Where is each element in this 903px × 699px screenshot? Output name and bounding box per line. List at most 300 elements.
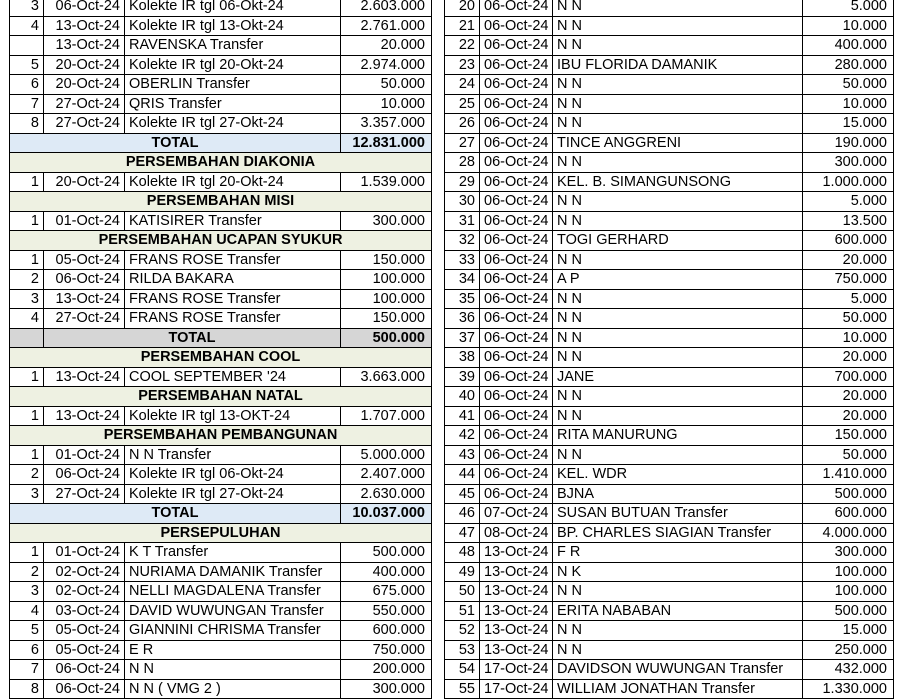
description-cell[interactable]: N N: [553, 114, 803, 134]
section-title[interactable]: PERSEMBAHAN DIAKONIA: [10, 153, 432, 173]
amount-cell[interactable]: 5.000: [803, 289, 894, 309]
row-number-cell[interactable]: 3: [10, 289, 44, 309]
total-amount[interactable]: 10.037.000: [341, 504, 432, 524]
date-cell[interactable]: 13-Oct-24: [44, 406, 125, 426]
description-cell[interactable]: K T Transfer: [125, 543, 341, 563]
table-row: [10, 270, 432, 290]
amount-cell[interactable]: 20.000: [803, 406, 894, 426]
date-cell[interactable]: 06-Oct-24: [480, 250, 553, 270]
description-cell[interactable]: A P: [553, 270, 803, 290]
date-cell[interactable]: 13-Oct-24: [44, 367, 125, 387]
date-cell[interactable]: 13-Oct-24: [480, 582, 553, 602]
table-row: [445, 289, 894, 309]
amount-cell[interactable]: 432.000: [803, 660, 894, 680]
date-cell[interactable]: 06-Oct-24: [480, 114, 553, 134]
date-cell[interactable]: 01-Oct-24: [44, 543, 125, 563]
description-cell[interactable]: N N: [553, 153, 803, 173]
section-header-row: [10, 153, 432, 173]
row-number-cell[interactable]: 30: [445, 192, 480, 212]
description-cell[interactable]: N N: [553, 582, 803, 602]
date-cell[interactable]: 06-Oct-24: [480, 153, 553, 173]
total-row: [10, 328, 432, 348]
amount-cell[interactable]: 500.000: [341, 543, 432, 563]
table-row: [445, 562, 894, 582]
amount-cell[interactable]: 100.000: [341, 289, 432, 309]
table-row: [10, 16, 432, 36]
row-number-cell[interactable]: 29: [445, 172, 480, 192]
date-cell[interactable]: 06-Oct-24: [480, 445, 553, 465]
amount-cell[interactable]: 3.357.000: [341, 114, 432, 134]
row-number-cell[interactable]: 51: [445, 601, 480, 621]
date-cell[interactable]: 06-Oct-24: [480, 406, 553, 426]
date-cell[interactable]: 06-Oct-24: [44, 679, 125, 699]
date-cell[interactable]: 27-Oct-24: [44, 484, 125, 504]
row-number-cell[interactable]: 46: [445, 504, 480, 524]
amount-cell[interactable]: 5.000.000: [341, 445, 432, 465]
amount-cell[interactable]: 150.000: [341, 309, 432, 329]
table-row: [10, 36, 432, 56]
date-cell[interactable]: 13-Oct-24: [44, 36, 125, 56]
amount-cell[interactable]: 2.407.000: [341, 465, 432, 485]
row-number-cell[interactable]: 34: [445, 270, 480, 290]
date-cell[interactable]: 06-Oct-24: [480, 192, 553, 212]
date-cell[interactable]: 06-Oct-24: [480, 94, 553, 114]
row-number-cell[interactable]: 33: [445, 250, 480, 270]
amount-cell[interactable]: 550.000: [341, 601, 432, 621]
description-cell[interactable]: Kolekte IR tgl 20-Okt-24: [125, 172, 341, 192]
description-cell[interactable]: TINCE ANGGRENI: [553, 133, 803, 153]
row-number-cell[interactable]: 47: [445, 523, 480, 543]
table-row: [10, 601, 432, 621]
row-number-cell[interactable]: 3: [10, 0, 44, 16]
description-cell[interactable]: QRIS Transfer: [125, 94, 341, 114]
row-number-cell[interactable]: 1: [10, 367, 44, 387]
row-number-cell[interactable]: 1: [10, 172, 44, 192]
table-row: [445, 16, 894, 36]
date-cell[interactable]: 06-Oct-24: [480, 231, 553, 251]
date-cell[interactable]: 27-Oct-24: [44, 309, 125, 329]
description-cell[interactable]: SUSAN BUTUAN Transfer: [553, 504, 803, 524]
description-cell[interactable]: ERITA NABABAN: [553, 601, 803, 621]
total-amount[interactable]: 12.831.000: [341, 133, 432, 153]
amount-cell[interactable]: 190.000: [803, 133, 894, 153]
amount-cell[interactable]: 250.000: [803, 640, 894, 660]
row-number-cell[interactable]: 26: [445, 114, 480, 134]
row-number-cell[interactable]: 2: [10, 270, 44, 290]
date-cell[interactable]: 06-Oct-24: [480, 348, 553, 368]
description-cell[interactable]: N N Transfer: [125, 445, 341, 465]
amount-cell[interactable]: 50.000: [803, 445, 894, 465]
amount-cell[interactable]: 2.761.000: [341, 16, 432, 36]
amount-cell[interactable]: 1.000.000: [803, 172, 894, 192]
date-cell[interactable]: 13-Oct-24: [480, 601, 553, 621]
description-cell[interactable]: FRANS ROSE Transfer: [125, 250, 341, 270]
description-cell[interactable]: NELLI MAGDALENA Transfer: [125, 582, 341, 602]
amount-cell[interactable]: 2.603.000: [341, 0, 432, 16]
description-cell[interactable]: N N: [553, 309, 803, 329]
date-cell[interactable]: 13-Oct-24: [480, 640, 553, 660]
table-row: [445, 250, 894, 270]
row-number-cell[interactable]: 3: [10, 582, 44, 602]
description-cell[interactable]: RILDA BAKARA: [125, 270, 341, 290]
amount-cell[interactable]: 5.000: [803, 192, 894, 212]
amount-cell[interactable]: 300.000: [803, 153, 894, 173]
amount-cell[interactable]: 10.000: [803, 94, 894, 114]
section-title[interactable]: PERSEMBAHAN UCAPAN SYUKUR: [10, 231, 432, 251]
table-row: [445, 426, 894, 446]
section-title[interactable]: PERSEMBAHAN NATAL: [10, 387, 432, 407]
amount-cell[interactable]: 750.000: [341, 640, 432, 660]
description-cell[interactable]: N N: [553, 0, 803, 16]
amount-cell[interactable]: 100.000: [803, 562, 894, 582]
description-cell[interactable]: Kolekte IR tgl 20-Okt-24: [125, 55, 341, 75]
section-title[interactable]: PERSEMBAHAN COOL: [10, 348, 432, 368]
amount-cell[interactable]: 400.000: [341, 562, 432, 582]
row-number-cell[interactable]: 39: [445, 367, 480, 387]
description-cell[interactable]: KATISIRER Transfer: [125, 211, 341, 231]
amount-cell[interactable]: 3.663.000: [341, 367, 432, 387]
description-cell[interactable]: JANE: [553, 367, 803, 387]
row-number-cell[interactable]: 54: [445, 660, 480, 680]
description-cell[interactable]: BP. CHARLES SIAGIAN Transfer: [553, 523, 803, 543]
row-number-cell[interactable]: 5: [10, 55, 44, 75]
section-title[interactable]: PERSEMBAHAN MISI: [10, 192, 432, 212]
table-row: [10, 211, 432, 231]
amount-cell[interactable]: 150.000: [341, 250, 432, 270]
description-cell[interactable]: N N: [553, 387, 803, 407]
date-cell[interactable]: 06-Oct-24: [480, 367, 553, 387]
date-cell[interactable]: 13-Oct-24: [44, 16, 125, 36]
date-cell[interactable]: 06-Oct-24: [480, 426, 553, 446]
amount-cell[interactable]: 20.000: [803, 250, 894, 270]
date-cell[interactable]: 06-Oct-24: [480, 289, 553, 309]
section-title[interactable]: PERSEMBAHAN PEMBANGUNAN: [10, 426, 432, 446]
table-row: [10, 679, 432, 699]
row-number-cell[interactable]: 7: [10, 660, 44, 680]
description-cell[interactable]: N N: [553, 289, 803, 309]
description-cell[interactable]: TOGI GERHARD: [553, 231, 803, 251]
table-row: [445, 367, 894, 387]
description-cell[interactable]: N N: [553, 211, 803, 231]
date-cell[interactable]: 06-Oct-24: [480, 328, 553, 348]
row-number-cell[interactable]: 28: [445, 153, 480, 173]
row-number-cell[interactable]: 38: [445, 348, 480, 368]
table-row: [445, 172, 894, 192]
description-cell[interactable]: N N: [553, 445, 803, 465]
row-number-cell[interactable]: 6: [10, 640, 44, 660]
description-cell[interactable]: BJNA: [553, 484, 803, 504]
date-cell[interactable]: 13-Oct-24: [480, 543, 553, 563]
amount-cell[interactable]: 300.000: [341, 679, 432, 699]
row-number-cell[interactable]: 8: [10, 114, 44, 134]
table-row: [10, 75, 432, 95]
description-cell[interactable]: RAVENSKA Transfer: [125, 36, 341, 56]
row-number-cell[interactable]: 25: [445, 94, 480, 114]
amount-cell[interactable]: 4.000.000: [803, 523, 894, 543]
date-cell[interactable]: 17-Oct-24: [480, 679, 553, 699]
row-number-cell[interactable]: 1: [10, 406, 44, 426]
date-cell[interactable]: 13-Oct-24: [44, 289, 125, 309]
table-row: [445, 387, 894, 407]
description-cell[interactable]: Kolekte IR tgl 06-Okt-24: [125, 465, 341, 485]
description-cell[interactable]: KEL. B. SIMANGUNSONG: [553, 172, 803, 192]
amount-cell[interactable]: 600.000: [803, 231, 894, 251]
amount-cell[interactable]: 50.000: [803, 75, 894, 95]
table-row: [445, 465, 894, 485]
total-label[interactable]: TOTAL: [10, 504, 341, 524]
row-number-cell[interactable]: 1: [10, 211, 44, 231]
table-row: [10, 309, 432, 329]
date-cell[interactable]: 06-Oct-24: [480, 133, 553, 153]
amount-cell[interactable]: 2.630.000: [341, 484, 432, 504]
date-cell[interactable]: 13-Oct-24: [480, 621, 553, 641]
date-cell[interactable]: 27-Oct-24: [44, 114, 125, 134]
date-cell[interactable]: 01-Oct-24: [44, 211, 125, 231]
row-number-cell[interactable]: 23: [445, 55, 480, 75]
row-number-cell[interactable]: 1: [10, 543, 44, 563]
row-number-cell[interactable]: 43: [445, 445, 480, 465]
row-number-cell[interactable]: 52: [445, 621, 480, 641]
date-cell[interactable]: 06-Oct-24: [480, 309, 553, 329]
amount-cell[interactable]: 20.000: [341, 36, 432, 56]
date-cell[interactable]: 06-Oct-24: [480, 75, 553, 95]
description-cell[interactable]: Kolekte IR tgl 13-Okt-24: [125, 16, 341, 36]
amount-cell[interactable]: 300.000: [803, 543, 894, 563]
table-row: [10, 543, 432, 563]
row-number-cell[interactable]: 7: [10, 94, 44, 114]
row-number-cell[interactable]: 27: [445, 133, 480, 153]
description-cell[interactable]: N N: [553, 621, 803, 641]
table-row: [445, 640, 894, 660]
amount-cell[interactable]: 600.000: [341, 621, 432, 641]
description-cell[interactable]: N N: [553, 640, 803, 660]
date-cell[interactable]: 20-Oct-24: [44, 75, 125, 95]
total-amount[interactable]: 500.000: [341, 328, 432, 348]
date-cell[interactable]: 06-Oct-24: [44, 660, 125, 680]
total-label[interactable]: TOTAL: [44, 328, 341, 348]
description-cell[interactable]: DAVIDSON WUWUNGAN Transfer: [553, 660, 803, 680]
row-number-cell[interactable]: 35: [445, 289, 480, 309]
row-number-cell[interactable]: 32: [445, 231, 480, 251]
row-number-cell[interactable]: 41: [445, 406, 480, 426]
table-row: [10, 660, 432, 680]
date-cell[interactable]: 06-Oct-24: [44, 465, 125, 485]
description-cell[interactable]: NURIAMA DAMANIK Transfer: [125, 562, 341, 582]
description-cell[interactable]: N N: [553, 192, 803, 212]
amount-cell[interactable]: 675.000: [341, 582, 432, 602]
row-number-cell[interactable]: 48: [445, 543, 480, 563]
description-cell[interactable]: WILLIAM JONATHAN Transfer: [553, 679, 803, 699]
row-number-cell[interactable]: 2: [10, 465, 44, 485]
table-row: [445, 582, 894, 602]
row-number-cell[interactable]: 36: [445, 309, 480, 329]
amount-cell[interactable]: 500.000: [803, 601, 894, 621]
row-number-cell[interactable]: 49: [445, 562, 480, 582]
description-cell[interactable]: KEL. WDR: [553, 465, 803, 485]
amount-cell[interactable]: 300.000: [341, 211, 432, 231]
row-number-cell[interactable]: 6: [10, 75, 44, 95]
description-cell[interactable]: Kolekte IR tgl 06-Okt-24: [125, 0, 341, 16]
row-number-cell[interactable]: [10, 36, 44, 56]
description-cell[interactable]: RITA MANURUNG: [553, 426, 803, 446]
description-cell[interactable]: DAVID WUWUNGAN Transfer: [125, 601, 341, 621]
date-cell[interactable]: 20-Oct-24: [44, 172, 125, 192]
amount-cell[interactable]: 280.000: [803, 55, 894, 75]
amount-cell[interactable]: 50.000: [341, 75, 432, 95]
row-number-cell[interactable]: 1: [10, 445, 44, 465]
total-label[interactable]: TOTAL: [10, 133, 341, 153]
amount-cell[interactable]: 1.539.000: [341, 172, 432, 192]
date-cell[interactable]: 06-Oct-24: [480, 172, 553, 192]
row-number-cell[interactable]: 2: [10, 562, 44, 582]
date-cell[interactable]: 06-Oct-24: [480, 465, 553, 485]
date-cell[interactable]: 06-Oct-24: [480, 484, 553, 504]
date-cell[interactable]: 06-Oct-24: [44, 270, 125, 290]
amount-cell[interactable]: 10.000: [803, 328, 894, 348]
amount-cell[interactable]: 5.000: [803, 0, 894, 16]
date-cell[interactable]: 05-Oct-24: [44, 640, 125, 660]
date-cell[interactable]: 06-Oct-24: [480, 55, 553, 75]
row-number-cell[interactable]: 4: [10, 16, 44, 36]
date-cell[interactable]: 17-Oct-24: [480, 660, 553, 680]
section-header-row: [10, 348, 432, 368]
description-cell[interactable]: N N: [553, 75, 803, 95]
table-row: [445, 328, 894, 348]
description-cell[interactable]: N N: [553, 406, 803, 426]
amount-cell[interactable]: 1.410.000: [803, 465, 894, 485]
table-row: [445, 406, 894, 426]
description-cell[interactable]: IBU FLORIDA DAMANIK: [553, 55, 803, 75]
table-row: [445, 484, 894, 504]
amount-cell[interactable]: 200.000: [341, 660, 432, 680]
row-number-cell[interactable]: 42: [445, 426, 480, 446]
description-cell[interactable]: N N: [553, 16, 803, 36]
description-cell[interactable]: N N: [553, 94, 803, 114]
amount-cell[interactable]: 1.707.000: [341, 406, 432, 426]
date-cell[interactable]: 20-Oct-24: [44, 55, 125, 75]
amount-cell[interactable]: 500.000: [803, 484, 894, 504]
description-cell[interactable]: N K: [553, 562, 803, 582]
date-cell[interactable]: 27-Oct-24: [44, 94, 125, 114]
amount-cell[interactable]: 150.000: [803, 426, 894, 446]
section-header-row: [10, 231, 432, 251]
amount-cell[interactable]: 2.974.000: [341, 55, 432, 75]
row-number-cell[interactable]: 3: [10, 484, 44, 504]
amount-cell[interactable]: 10.000: [341, 94, 432, 114]
row-number-cell[interactable]: 45: [445, 484, 480, 504]
description-cell[interactable]: F R: [553, 543, 803, 563]
section-header-row: [10, 426, 432, 446]
row-number-cell[interactable]: 5: [10, 621, 44, 641]
row-number-cell[interactable]: 4: [10, 601, 44, 621]
description-cell[interactable]: N N: [125, 660, 341, 680]
date-cell[interactable]: 13-Oct-24: [480, 562, 553, 582]
description-cell[interactable]: E R: [125, 640, 341, 660]
description-cell[interactable]: Kolekte IR tgl 27-Okt-24: [125, 484, 341, 504]
amount-cell[interactable]: 15.000: [803, 114, 894, 134]
row-number-cell[interactable]: 1: [10, 250, 44, 270]
amount-cell[interactable]: 100.000: [803, 582, 894, 602]
row-number-cell[interactable]: 24: [445, 75, 480, 95]
table-row: [445, 55, 894, 75]
description-cell[interactable]: COOL SEPTEMBER '24: [125, 367, 341, 387]
date-cell[interactable]: 03-Oct-24: [44, 601, 125, 621]
amount-cell[interactable]: 20.000: [803, 387, 894, 407]
date-cell[interactable]: 08-Oct-24: [480, 523, 553, 543]
left-ledger-table: [9, 0, 432, 699]
amount-cell[interactable]: 13.500: [803, 211, 894, 231]
description-cell[interactable]: N N: [553, 348, 803, 368]
date-cell[interactable]: 05-Oct-24: [44, 621, 125, 641]
row-number-cell[interactable]: 53: [445, 640, 480, 660]
description-cell[interactable]: Kolekte IR tgl 27-Okt-24: [125, 114, 341, 134]
description-cell[interactable]: OBERLIN Transfer: [125, 75, 341, 95]
date-cell[interactable]: 06-Oct-24: [480, 270, 553, 290]
row-number-cell[interactable]: 22: [445, 36, 480, 56]
row-number-cell[interactable]: 37: [445, 328, 480, 348]
table-row: [10, 621, 432, 641]
date-cell[interactable]: 06-Oct-24: [480, 16, 553, 36]
amount-cell[interactable]: 20.000: [803, 348, 894, 368]
description-cell[interactable]: FRANS ROSE Transfer: [125, 309, 341, 329]
amount-cell[interactable]: 50.000: [803, 309, 894, 329]
blank-cell[interactable]: [10, 328, 44, 348]
description-cell[interactable]: FRANS ROSE Transfer: [125, 289, 341, 309]
date-cell[interactable]: 05-Oct-24: [44, 250, 125, 270]
date-cell[interactable]: 06-Oct-24: [480, 387, 553, 407]
description-cell[interactable]: GIANNINI CHRISMA Transfer: [125, 621, 341, 641]
description-cell[interactable]: N N ( VMG 2 ): [125, 679, 341, 699]
table-row: [10, 484, 432, 504]
amount-cell[interactable]: 750.000: [803, 270, 894, 290]
date-cell[interactable]: 02-Oct-24: [44, 562, 125, 582]
description-cell[interactable]: Kolekte IR tgl 13-OKT-24: [125, 406, 341, 426]
row-number-cell[interactable]: 40: [445, 387, 480, 407]
total-row: [10, 133, 432, 153]
row-number-cell[interactable]: 31: [445, 211, 480, 231]
row-number-cell[interactable]: 44: [445, 465, 480, 485]
amount-cell[interactable]: 600.000: [803, 504, 894, 524]
date-cell[interactable]: 06-Oct-24: [480, 0, 553, 16]
description-cell[interactable]: N N: [553, 328, 803, 348]
description-cell[interactable]: N N: [553, 36, 803, 56]
table-row: [445, 0, 894, 16]
row-number-cell[interactable]: 55: [445, 679, 480, 699]
amount-cell[interactable]: 700.000: [803, 367, 894, 387]
row-number-cell[interactable]: 50: [445, 582, 480, 602]
row-number-cell[interactable]: 20: [445, 0, 480, 16]
amount-cell[interactable]: 1.330.000: [803, 679, 894, 699]
date-cell[interactable]: 06-Oct-24: [480, 211, 553, 231]
row-number-cell[interactable]: 4: [10, 309, 44, 329]
date-cell[interactable]: 06-Oct-24: [44, 0, 125, 16]
date-cell[interactable]: 07-Oct-24: [480, 504, 553, 524]
amount-cell[interactable]: 400.000: [803, 36, 894, 56]
amount-cell[interactable]: 15.000: [803, 621, 894, 641]
date-cell[interactable]: 06-Oct-24: [480, 36, 553, 56]
table-row: [445, 211, 894, 231]
date-cell[interactable]: 01-Oct-24: [44, 445, 125, 465]
row-number-cell[interactable]: 21: [445, 16, 480, 36]
section-title[interactable]: PERSEPULUHAN: [10, 523, 432, 543]
row-number-cell[interactable]: 8: [10, 679, 44, 699]
date-cell[interactable]: 02-Oct-24: [44, 582, 125, 602]
description-cell[interactable]: N N: [553, 250, 803, 270]
amount-cell[interactable]: 10.000: [803, 16, 894, 36]
table-row: [445, 621, 894, 641]
table-row: [445, 133, 894, 153]
amount-cell[interactable]: 100.000: [341, 270, 432, 290]
